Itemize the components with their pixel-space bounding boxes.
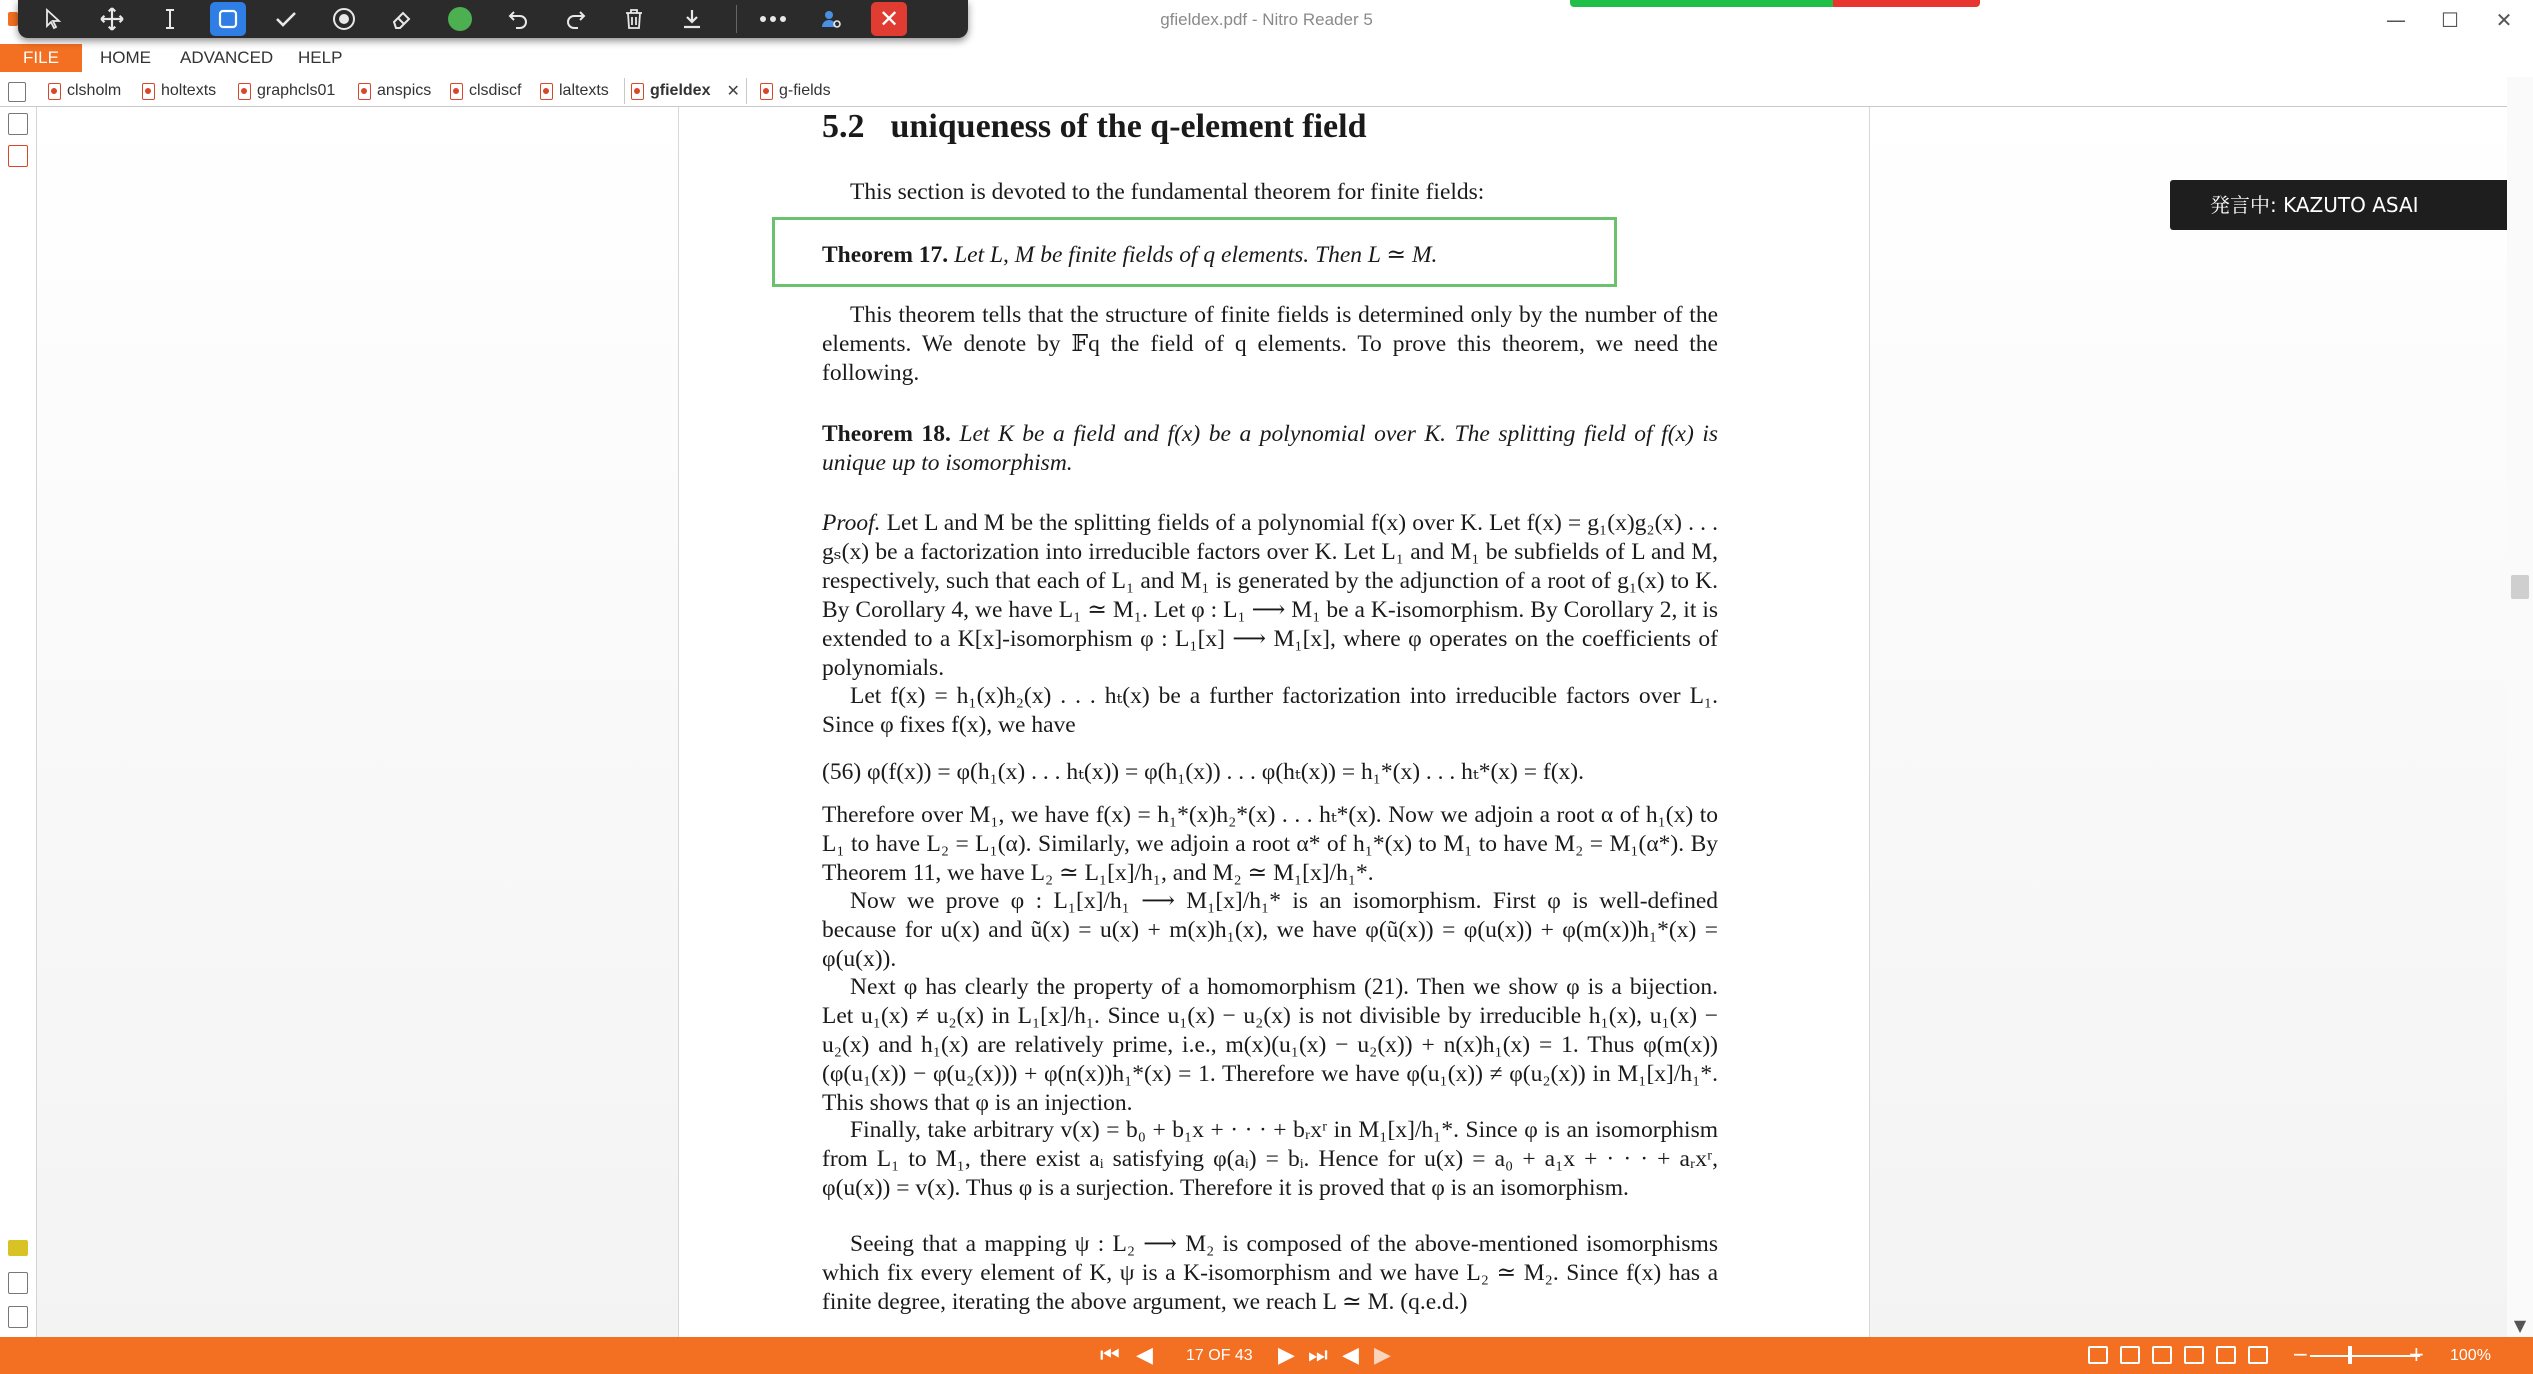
app-logo <box>0 0 18 38</box>
maximize-button[interactable]: ☐ <box>2441 8 2459 32</box>
facing-view-icon[interactable] <box>2152 1346 2172 1364</box>
continuous-view-icon[interactable] <box>2120 1346 2140 1364</box>
tab-help[interactable]: HELP <box>298 48 343 67</box>
pointer-icon[interactable] <box>36 2 72 36</box>
left-sidebar <box>0 107 37 1337</box>
proof-paragraph-2: Let f(x) = h₁(x)h₂(x) . . . hₜ(x) be a further factorization into irreducible factors over L₁. Since φ fixes f(x), we have <box>822 683 1718 738</box>
scrollbar-thumb[interactable] <box>2511 575 2529 599</box>
pdf-file-icon <box>238 83 251 100</box>
proof-paragraph-6: Finally, take arbitrary v(x) = b₀ + b₁x + · · · + bᵣxʳ in M₁[x]/h₁*. Since φ is an isomorphism from L₁ to M₁, there exist aᵢ satisfying φ(aᵢ) = bᵢ. Hence for u(x) = a₀ + a₁x + · · · + aᵣxʳ, φ(u(x)) = v(x). Thus φ is a surjection. Therefore it is proved that φ is an isomorphism. <box>822 1117 1718 1201</box>
spotlight-icon[interactable] <box>326 2 362 36</box>
pdf-file-icon <box>631 83 644 100</box>
eraser-icon[interactable] <box>384 2 420 36</box>
first-page-icon[interactable]: ⏮ <box>1100 1343 1120 1368</box>
previous-page-icon[interactable]: ◀ <box>1136 1343 1153 1368</box>
vertical-scrollbar[interactable] <box>2507 77 2533 1337</box>
fit-width-icon[interactable] <box>2216 1346 2236 1364</box>
theorem-label: Theorem 18. <box>822 421 951 447</box>
pdf-file-icon <box>358 83 371 100</box>
theorem-17 <box>822 240 1437 269</box>
zoom-level[interactable]: 100% <box>2450 1347 2491 1364</box>
proof-paragraph-1 <box>822 509 1718 683</box>
attachments-icon[interactable] <box>8 1272 28 1294</box>
doc-tab-laltexts[interactable]: laltexts <box>540 78 609 104</box>
section-heading <box>822 108 1367 146</box>
file-tab[interactable]: FILE <box>0 44 82 72</box>
doc-tab-g-fields[interactable]: g-fields <box>760 78 831 104</box>
progress-bar-red <box>1833 0 1980 7</box>
doc-tab-clsholm[interactable]: clsholm <box>48 78 121 104</box>
text-select-icon[interactable] <box>152 2 188 36</box>
section-number: 5.2 <box>822 108 865 145</box>
theorem-label: Theorem 17. <box>822 242 949 268</box>
last-page-icon[interactable]: ⏭ <box>1308 1343 1328 1368</box>
doc-tab-holtexts[interactable]: holtexts <box>142 78 216 104</box>
doc-tab-clsdiscf[interactable]: clsdiscf <box>450 78 521 104</box>
proof-label: Proof. <box>822 510 881 536</box>
doc-tab-anspics[interactable]: anspics <box>358 78 431 104</box>
scroll-down-icon[interactable]: ▼ <box>2513 1316 2527 1335</box>
document-list-icon[interactable] <box>8 82 26 102</box>
close-icon[interactable]: ✕ <box>871 2 907 36</box>
fit-page-icon[interactable] <box>2248 1346 2268 1364</box>
window-close-button[interactable]: ✕ <box>2495 8 2513 32</box>
theorem-body: Let L, M be finite fields of q elements. Then L ≃ M. <box>954 242 1438 268</box>
page-thumbnails-icon[interactable] <box>8 113 28 135</box>
annotation-toolbar <box>18 0 968 38</box>
more-icon[interactable] <box>755 2 791 36</box>
single-page-view-icon[interactable] <box>2088 1346 2108 1364</box>
bookmarks-icon[interactable] <box>8 145 28 167</box>
zoom-in-button[interactable]: + <box>2408 1342 2425 1366</box>
pan-icon[interactable] <box>94 2 130 36</box>
proof-paragraph-5: Next φ has clearly the property of a homomorphism (21). Then we show φ is a bijection. Let u₁(x) ≠ u₂(x) in L₁[x]/h₁. Since u₁(x) − u₂(x) is not divisible by irreducible h₁(x), u₁(x) − u₂(x) and h₁(x) are relatively prime, i.e., m(x)(u₁(x) − u₂(x)) + n(x)h₁(x) = 1. Thus φ(m(x))(φ(u₁(x)) − φ(u₂(x))) + φ(n(x))h₁*(x) = 1. Therefore we have φ(u₁(x)) ≠ φ(u₂(x)) in M₁[x]/h₁*. This shows that φ is an injection. <box>822 974 1718 1116</box>
toolbar-separator <box>736 5 737 33</box>
pdf-file-icon <box>540 83 553 100</box>
theorem-18 <box>822 420 1718 478</box>
undo-icon[interactable] <box>500 2 536 36</box>
proof-paragraph-7: Seeing that a mapping ψ : L₂ ⟶ M₂ is composed of the above-mentioned isomorphisms which fix every element of K, ψ is a K-isomorphism and we have L₂ ≃ M₂. Since f(x) has a finite degree, iterating the above argument, we reach L ≃ M. (q.e.d.) <box>822 1231 1718 1315</box>
doc-tab-gfieldex[interactable]: gfieldex ✕ <box>624 78 747 104</box>
section-title: uniqueness of the q-element field <box>890 108 1367 145</box>
user-settings-icon[interactable] <box>813 2 849 36</box>
pdf-file-icon <box>760 83 773 100</box>
proof-paragraph-3: Therefore over M₁, we have f(x) = h₁*(x)h₂*(x) . . . hₜ*(x). Now we adjoin a root α of h₁(x) to L₁ to have L₂ = L₁(α). Similarly, we adjoin a root α* of h₁*(x) to M₁ to have M₂ = M₁(α*). By Theorem 11, we have L₂ ≃ L₁[x]/h₁, and M₂ ≃ M₁[x]/h₁*. <box>822 802 1718 886</box>
rectangle-icon[interactable] <box>210 2 246 36</box>
window-title: gfieldex.pdf - Nitro Reader 5 <box>1160 10 1373 29</box>
pdf-file-icon <box>48 83 61 100</box>
color-dot-icon[interactable] <box>442 2 478 36</box>
theorem-body: Let K be a field and f(x) be a polynomial over K. The splitting field of f(x) is unique up to isomorphism. <box>822 421 1719 476</box>
tab-advanced[interactable]: ADVANCED <box>180 48 274 67</box>
redo-icon[interactable] <box>558 2 594 36</box>
page-indicator[interactable]: 17 OF 43 <box>1186 1347 1253 1364</box>
pdf-file-icon <box>450 83 463 100</box>
comments-icon[interactable] <box>8 1240 28 1256</box>
tab-close-icon[interactable]: ✕ <box>726 81 740 100</box>
minimize-button[interactable]: — <box>2386 8 2406 32</box>
back-view-icon[interactable]: ◀ <box>1342 1343 1359 1368</box>
next-page-icon[interactable]: ▶ <box>1278 1343 1295 1368</box>
zoom-out-button[interactable]: − <box>2292 1342 2309 1366</box>
forward-view-icon[interactable]: ▶ <box>1374 1343 1391 1368</box>
trash-icon[interactable] <box>616 2 652 36</box>
intro-text: This section is devoted to the fundamental theorem for finite fields: <box>850 179 1485 205</box>
proof-text: Let L and M be the splitting fields of a polynomial f(x) over K. Let f(x) = g₁(x)g₂(x) . . . gₛ(x) be a factorization into irreducible factors over K. Let L₁ and M₁ be subfields of L and M, respectively, such that each of L₁ and M₁ is generated by the adjunction of a root of g₁(x) to K. By Corollary 4, we have L₁ ≃ M₁. Let φ : L₁ ⟶ M₁ be a K-isomorphism. By Corollary 2, it is extended to a K[x]-isomorphism φ : L₁[x] ⟶ M₁[x], where φ operates on the coefficients of polynomials. <box>822 510 1718 681</box>
layers-icon[interactable] <box>8 1306 28 1328</box>
facing-continuous-view-icon[interactable] <box>2184 1346 2204 1364</box>
equation-56: (56) φ(f(x)) = φ(h₁(x) . . . hₜ(x)) = φ(h₁(x)) . . . φ(hₜ(x)) = h₁*(x) . . . hₜ*(x) = f(x). <box>822 759 1584 785</box>
zoom-slider[interactable] <box>2310 1355 2420 1357</box>
progress-bar-green <box>1570 0 1833 7</box>
pdf-file-icon <box>142 83 155 100</box>
proof-paragraph-4: Now we prove φ : L₁[x]/h₁ ⟶ M₁[x]/h₁* is an isomorphism. First φ is well-defined because for u(x) and ũ(x) = u(x) + m(x)h₁(x), we have φ(ũ(x)) = φ(u(x)) + φ(m(x))h₁*(x) = φ(u(x)). <box>822 888 1718 972</box>
zoom-slider-handle[interactable] <box>2348 1346 2352 1364</box>
download-icon[interactable] <box>674 2 710 36</box>
tab-home[interactable]: HOME <box>100 48 151 67</box>
speaker-indicator: 発言中: KAZUTO ASAI <box>2170 180 2512 230</box>
paragraph-theorem-intro: This theorem tells that the structure of finite fields is determined only by the number of the elements. We denote by 𝔽q the field of q elements. To prove this theorem, we need the following. <box>822 302 1718 386</box>
doc-tab-graphcls01[interactable]: graphcls01 <box>238 78 335 104</box>
check-icon[interactable] <box>268 2 304 36</box>
